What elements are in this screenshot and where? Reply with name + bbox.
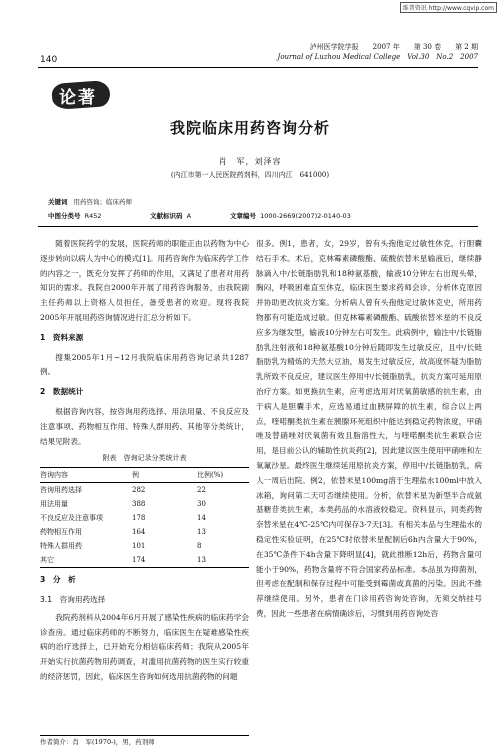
table-cell: 22 [197, 486, 206, 495]
intro-paragraph: 随着医院药学的发展，医院药师的职能正由以药物为中心逐步转向以病人为中心的模式[1]。用药咨询作为临床药学工作的内容之一，既充分发挥了药师的作用，又满足了患者对用药知识的需求。我院自2000年开展了用药咨询服务，由我院副主任药师以上资格人员担任，备受患者的欢迎。现将我院2005年开展用药咨询情况进行汇总分析如下。 [40, 239, 249, 322]
affiliation: (内江市第一人民医院药剂科，四川内江 641000) [170, 171, 330, 179]
keywords-label: 关键词 [48, 198, 68, 206]
table-cell: 30 [197, 500, 206, 509]
header-rule [38, 67, 478, 68]
consultation-table [40, 467, 249, 568]
article-title: 我院临床用药咨询分析 [169, 119, 330, 137]
table-row [40, 539, 249, 553]
table-cell: 其它 [40, 553, 132, 568]
header-rule-2 [38, 226, 478, 227]
table-cell: 388 [132, 500, 146, 509]
table-cell: 178 [132, 514, 146, 523]
table-cell: 用法用量 [40, 500, 68, 509]
table-cell: 8 [197, 542, 202, 551]
page-number: 140 [40, 55, 58, 65]
journal-header-en: Journal of Luzhou Medical College Vol.30 No.2 2007 [277, 53, 478, 61]
paragraph-data-source: 搜集2005年1月~12月我院临床用药咨询记录共1287例。 [40, 352, 249, 377]
table-row [40, 511, 249, 525]
keywords [48, 197, 132, 206]
table-cell: 特殊人群用药 [40, 542, 82, 551]
authors: 肖 军，刘泽容 [218, 157, 282, 166]
table-row [40, 553, 249, 568]
article-no-value: 1000-2669(2007)2-0140-03 [260, 212, 351, 220]
table-row [40, 525, 249, 539]
classification-line [48, 211, 458, 220]
section-heading-2: 2 数据统计 [40, 387, 84, 397]
table-cell: 药物相互作用 [40, 528, 82, 537]
table-cell: 咨询用药选择 [40, 486, 82, 495]
left-column [40, 237, 249, 685]
clc-value: R452 [84, 212, 102, 220]
table-cell: 282 [132, 486, 146, 495]
journal-header-cn: 泸州医学院学报 2007 年 第 30 卷 第 2 期 [309, 43, 478, 51]
paragraph-statistics: 根据咨询内容，按咨询用药选择、用法用量、不良反应及注意事项、药物相互作用、特殊人群用药、其他等分类统计，结果见附表。 [40, 406, 249, 446]
subsection-heading-3-1: 3.1 咨询用药选择 [40, 594, 106, 604]
table-header-row [40, 468, 249, 483]
table-cell: 14 [197, 514, 206, 523]
table-header-cell: 例 [132, 468, 197, 483]
paragraph-case-analysis: 很多。例1，患者，女，29岁，曾有头孢他定过敏性休克，行胆囊结石手术。术后，克林霉素磷酸酯、硫酸依替米星输液后，继续静脉滴入中/长链脂肪乳和18种氨基酸，输液10分钟左右出现头晕，胸闷，呼吸困难直至休克，临床医生要求药师会诊，分析休克原因并协助更改抗炎方案。分析病人曾有头孢他定过敏休克史，所用药物都有可能造成过敏。但克林霉素磷酸酯、硫酸依替米星的不良反应多为继发型，输液10分钟左右可发生。此病例中，输注中/长链脂肪乳注射液和18种氨基酸10分钟后随即发生过敏反应，且中/长链脂肪乳为精炼的天然大豆油，易发生过敏反应，故高度怀疑为脂肪乳所致不良反应，建议医生停用中/长链脂肪乳，抗炎方案可延用原治疗方案。如更换抗生素，应考虑选用对厌氧菌敏感的抗生素，由于病人是胆囊手术，应选易通过血胰屏障的抗生素，综合以上两点，喹喏酮类抗生素在胰腺环死组织中能达到稳定药物浓度，甲硝唑及替硝唑对厌氧菌有效且脂溶性大，与喹喏酮类抗生素联合应用，是目前公认的辅助性抗炎药[2]，因此建议医生使用甲硝唑和左氧氟沙星。最终医生继续延用原抗炎方案，停用中/长链脂肪乳，病人一周后出院。例2，依替米星100mg溶于生理盐水100ml中放入冰箱，询问第二天可否继续使用。分析，依替米星为新型半合成氨基糖苷类抗生素，本类药品的水溶液较稳定。资料显示，同类药物奈替米星在4℃-25℃内可保存3-7天[3]。有相关本品与生理盐水的稳定性实验证明，在25℃时依替米星配制后6h内含量大于90%，在35℃条件下4h含量下降明显[4]，就此推断12h后，药物含量可能小于90%，药物含量将不符合国家药品标准。本品虽为抑菌剂，但考虑在配制和保存过程中可能受到霉菌或真菌的污染。因此不推荐继续使用。另外，患者在门诊用药咨询处咨询，无须交纳挂号费，因此一些患者在病情确诊后，习惯到用药咨询处咨 [256, 239, 482, 618]
keywords-value: 用药咨询；临床药师 [73, 198, 132, 206]
section-tag [46, 72, 114, 118]
section-tag-label: 论著 [59, 88, 97, 108]
table-caption: 附表 咨询记录分类统计表 [102, 454, 187, 463]
doc-label: 文献标识码 [150, 212, 183, 220]
author-footnote: 作者简介：肖 军(1970-)，男，药剂师 [40, 735, 249, 746]
table-cell: 164 [132, 528, 146, 537]
section-heading-3: 3 分 析 [40, 575, 76, 585]
table-cell: 101 [132, 542, 146, 551]
table-header-cell: 咨询内容 [40, 468, 132, 483]
table-cell: 13 [197, 553, 249, 568]
section-heading-1: 1 资料来源 [40, 332, 84, 342]
table-cell: 174 [132, 553, 197, 568]
table-header-cell: 比例(%) [197, 468, 249, 483]
table-row [40, 497, 249, 511]
table-cell: 13 [197, 528, 206, 537]
table-row [40, 483, 249, 498]
watermark: 维普资讯 http://www.cqvip.com [400, 2, 497, 13]
right-column [256, 237, 482, 622]
paragraph-drug-selection: 我院药剂科从2004年6月开展了感染性疾病的临床药学会诊查房。通过临床药师的不断努力，临床医生在疑难感染性疾病的治疗选择上，已开始充分相信临床药师；我院从2005年开始实行抗菌药物用药调查，对滥用抗菌药物的医生实行较重的经济惩罚，因此，临床医生咨询如何选用抗菌药物的问题 [40, 612, 249, 681]
journal-header [263, 42, 478, 62]
clc-label: 中图分类号 [48, 212, 81, 220]
table-cell: 不良反应及注意事项 [40, 514, 103, 523]
article-no-label: 文章编号 [230, 212, 256, 220]
doc-value: A [186, 212, 192, 220]
